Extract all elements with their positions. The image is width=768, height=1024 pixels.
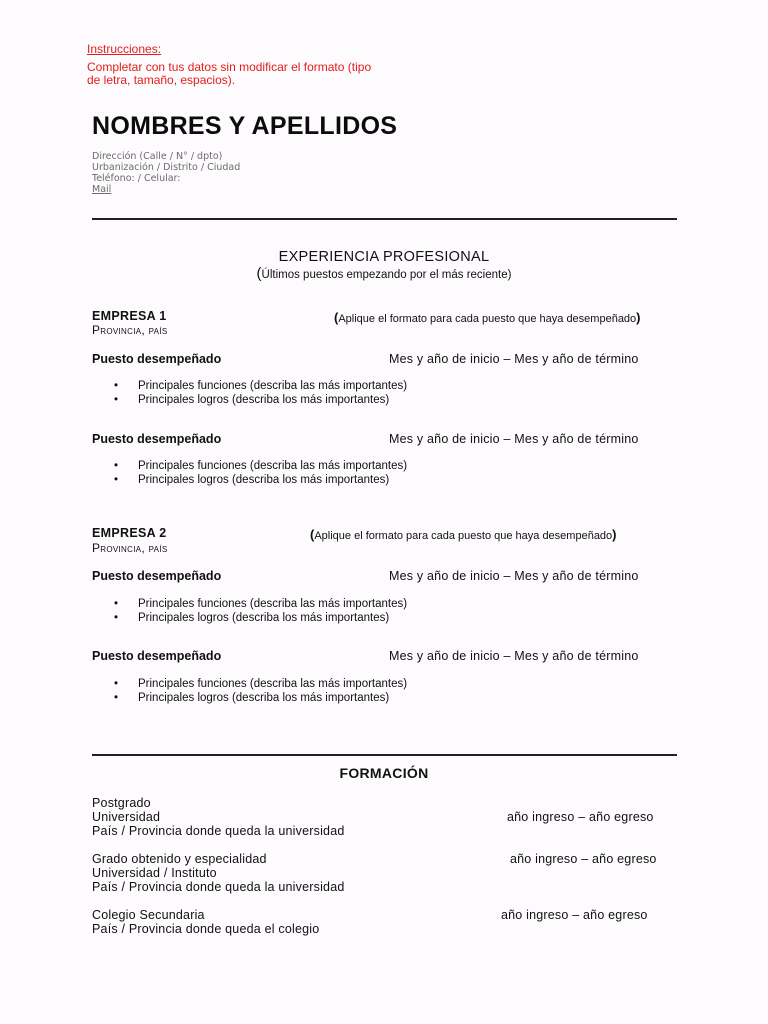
- position-title: Puesto desempeñado: [92, 649, 222, 663]
- note-text: Aplique el formato para cada puesto que haya desempeñado: [314, 530, 613, 542]
- bullet-item: • Principales funciones (describa las más importantes): [114, 677, 407, 691]
- bullet-item: • Principales logros (describa los más importantes): [114, 691, 407, 705]
- note-paren-close: ): [636, 310, 641, 325]
- position-title: Puesto desempeñado: [92, 432, 222, 446]
- note-text: Aplique el formato para cada puesto que haya desempeñado: [338, 313, 637, 325]
- education-entry: [92, 796, 345, 838]
- education-divider: [92, 754, 677, 756]
- position-title: Puesto desempeñado: [92, 569, 222, 583]
- position-dates: Mes y año de inicio – Mes y año de término: [389, 649, 639, 663]
- experience-subtitle: [0, 265, 768, 282]
- bullet-item: • Principales funciones (describa las más importantes): [114, 597, 407, 611]
- instructions-line-2: de letra, tamaño, espacios).: [87, 73, 236, 87]
- company-note: [310, 527, 617, 542]
- contact-mail-link[interactable]: Mail: [92, 184, 112, 195]
- note-paren-close: ): [612, 527, 617, 542]
- position-dates: Mes y año de inicio – Mes y año de término: [389, 352, 639, 366]
- cv-name: NOMBRES Y APELLIDOS: [92, 112, 398, 140]
- position-bullets: [114, 459, 407, 487]
- note-paren-open: (: [310, 527, 315, 542]
- education-dates: año ingreso – año egreso: [501, 908, 648, 922]
- education-line: País / Provincia donde queda el colegio: [92, 922, 320, 936]
- company-name: EMPRESA 2: [92, 526, 167, 540]
- instructions-body: [87, 61, 387, 87]
- education-line: Universidad: [92, 810, 161, 824]
- education-line: Postgrado: [92, 796, 151, 810]
- subtitle-paren: (: [256, 265, 262, 282]
- education-entry: [92, 908, 319, 936]
- note-paren-open: (: [334, 310, 339, 325]
- position-bullets: [114, 379, 407, 407]
- company-note: [334, 310, 641, 325]
- position-title: Puesto desempeñado: [92, 352, 222, 366]
- position-bullets: [114, 597, 407, 625]
- bullet-item: • Principales logros (describa los más importantes): [114, 393, 407, 407]
- education-line: Universidad / Instituto: [92, 866, 217, 880]
- education-entry: [92, 852, 345, 894]
- contact-district: Urbanización / Distrito / Ciudad: [92, 162, 241, 173]
- experience-title: EXPERIENCIA PROFESIONAL: [278, 249, 490, 265]
- bullet-item: • Principales funciones (describa las más importantes): [114, 459, 407, 473]
- company-name: EMPRESA 1: [92, 309, 167, 323]
- position-dates: Mes y año de inicio – Mes y año de término: [389, 432, 639, 446]
- subtitle-text: Últimos puestos empezando por el más reciente): [261, 269, 512, 281]
- education-line: País / Provincia donde queda la universidad: [92, 880, 345, 894]
- bullet-item: • Principales funciones (describa las más importantes): [114, 379, 407, 393]
- company-province: Provincia, país: [92, 323, 168, 337]
- education-line: Grado obtenido y especialidad: [92, 852, 267, 866]
- education-title: FORMACIÓN: [339, 765, 429, 781]
- education-dates: año ingreso – año egreso: [510, 852, 657, 866]
- instructions-line-1: Completar con tus datos sin modificar el formato (tipo: [87, 60, 372, 74]
- company-province: Provincia, país: [92, 541, 168, 555]
- contact-phone: Teléfono: / Celular:: [92, 173, 181, 184]
- contact-address: Dirección (Calle / N° / dpto): [92, 151, 223, 162]
- bullet-item: • Principales logros (describa los más importantes): [114, 611, 407, 625]
- header-divider: [92, 218, 677, 220]
- position-dates: Mes y año de inicio – Mes y año de término: [389, 569, 639, 583]
- instructions-title: Instrucciones:: [87, 42, 162, 56]
- education-dates: año ingreso – año egreso: [507, 810, 654, 824]
- position-bullets: [114, 677, 407, 705]
- education-line: País / Provincia donde queda la universidad: [92, 824, 345, 838]
- bullet-item: • Principales logros (describa los más importantes): [114, 473, 407, 487]
- education-line: Colegio Secundaria: [92, 908, 205, 922]
